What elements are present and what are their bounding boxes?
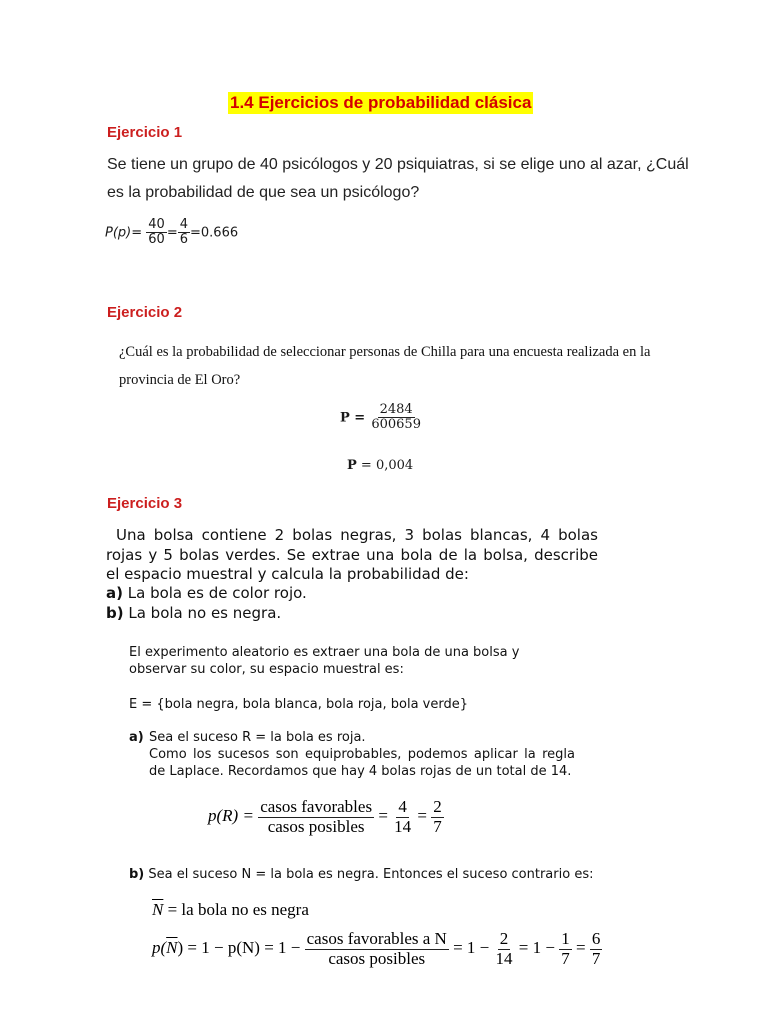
exercise-1-statement: [107, 151, 689, 207]
item-a: a) La bola es de color rojo.: [106, 584, 307, 602]
exercise-2-line-2: provincia de El Oro?: [119, 372, 241, 388]
exercise-3-items: [106, 584, 307, 623]
formula-lhs: P(p)=: [105, 225, 143, 241]
fraction-4-6: $\frac{4}{6}$: [179, 217, 189, 248]
exercise-1-formula: P(p)= $\frac{40}{60}$ = $\frac{4}{6}$ =0.666: [105, 217, 239, 248]
fraction-40-60: $\frac{40}{60}$: [148, 217, 165, 248]
page-title: 1.4 Ejercicios de probabilidad clásica: [230, 93, 532, 112]
exercise-3-statement: Una bolsa contiene 2 bolas negras, 3 bolas blancas, 4 bolas rojas y 5 bolas verdes. Se extrae una bola de la bolsa, describe el espacio muestral y calcula la probabilidad de:: [106, 526, 598, 583]
exercise-2-statement: [119, 338, 650, 394]
solution-a-text: Sea el suceso R = la bola es roja. Como los sucesos son equiprobables, podemos aplicar la regla de Laplace. Recordamos que hay 4 bolas rojas de un total de 14.: [149, 730, 575, 779]
exercise-1-line-2: es la probabilidad de que sea un psicólogo?: [107, 184, 420, 201]
exercise-2-formula-1: P = $\frac{2484}{600659}$: [340, 402, 421, 433]
solution-intro: El experimento aleatorio es extraer una bola de una bolsa y observar su color, su espacio muestral es:: [129, 645, 520, 677]
sample-space: E = {bola negra, bola blanca, bola roja, bola verde}: [129, 697, 469, 712]
exercise-2-formula-2: P = 0,004: [347, 458, 414, 473]
exercise-1-line-1: Se tiene un grupo de 40 psicólogos y 20 psiquiatras, si se elige uno al azar, ¿Cuál: [107, 156, 689, 173]
complement-definition: $\overline{N}$ = la bola no es negra: [152, 900, 309, 919]
item-b: b) La bola no es negra.: [106, 603, 282, 622]
fraction-2484-600659: $\frac{2484}{600659}$: [371, 402, 421, 433]
exercise-3-heading: Ejercicio 3: [107, 495, 183, 512]
formula-p-not-n: $p(\overline{N}) = 1 - p(N) = 1$ − $\frac{\text{casos favorables a N}}{\text{casos posibles}}$ = 1 − $\frac{2}{14}$ = 1 − $\frac{1}{7}$ = $\frac{6}{7}$: [152, 929, 601, 968]
exercise-2-heading: Ejercicio 2: [107, 304, 183, 321]
solution-a-label: a): [129, 730, 144, 745]
solution-b: b) Sea el suceso N = la bola es negra. Entonces el suceso contrario es:: [129, 867, 594, 882]
exercise-2-line-1: ¿Cuál es la probabilidad de seleccionar personas de Chilla para una encuesta realizada en la: [119, 344, 651, 360]
formula-p-r: p(R) = $\frac{\text{casos favorables}}{\text{casos posibles}}$ = $\frac{4}{14}$ = $\frac{2}{7}$: [208, 797, 442, 836]
exercise-1-heading: Ejercicio 1: [107, 124, 183, 141]
